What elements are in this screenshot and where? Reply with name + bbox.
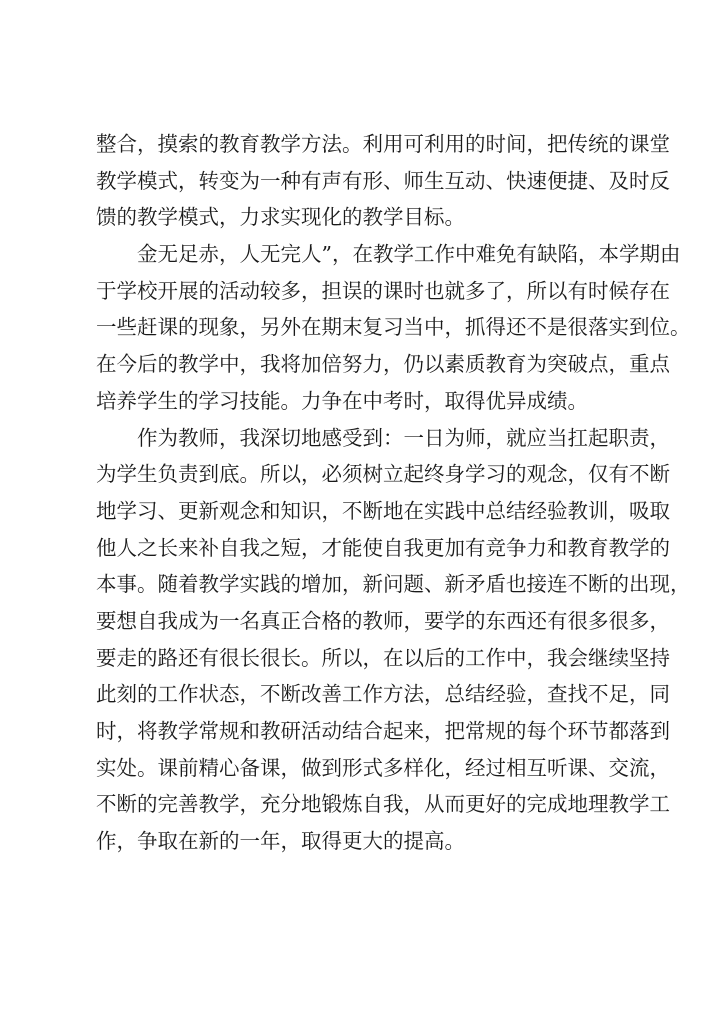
text-line: 于学校开展的活动较多，担误的课时也就多了，所以有时候存在 xyxy=(96,278,670,303)
text-line: 要走的路还有很长很长。所以，在以后的工作中，我会继续坚持 xyxy=(96,645,670,670)
paragraph-2 xyxy=(96,236,691,419)
text-line: 在今后的教学中，我将加倍努力，仍以素质教育为突破点，重点 xyxy=(96,352,670,377)
text-line: 作为教师，我深切地感受到：一日为师，就应当扛起职责， xyxy=(137,425,670,450)
text-line: 培养学生的学习技能。力争在中考时，取得优异成绩。 xyxy=(96,388,588,413)
text-line: 一些赶课的现象，另外在期末复习当中，抓得还不是很落实到位。 xyxy=(96,315,691,340)
text-line: 馈的教学模式，力求实现化的教学目标。 xyxy=(96,205,465,230)
text-line: 要想自我成为一名真正合格的教师，要学的东西还有很多很多， xyxy=(96,608,670,633)
text-line: 作，争取在新的一年，取得更大的提高。 xyxy=(96,829,465,854)
text-line: 本事。随着教学实践的增加，新问题、新矛盾也接连不断的出现， xyxy=(96,572,691,597)
document-body xyxy=(96,126,691,860)
text-line: 地学习、更新观念和知识，不断地在实践中总结经验教训，吸取 xyxy=(96,498,670,523)
text-line: 教学模式，转变为一种有声有形、师生互动、快速便捷、及时反 xyxy=(96,168,670,193)
paragraph-1 xyxy=(96,126,670,236)
text-line: 此刻的工作状态，不断改善工作方法，总结经验，查找不足，同 xyxy=(96,682,670,707)
text-line: 金无足赤，人无完人”，在教学工作中难免有缺陷，本学期由 xyxy=(137,242,681,267)
text-line: 整合，摸索的教育教学方法。利用可利用的时间，把传统的课堂 xyxy=(96,132,670,156)
text-line: 为学生负责到底。所以，必须树立起终身学习的观念，仅有不断 xyxy=(96,462,670,487)
text-line: 他人之长来补自我之短，才能使自我更加有竞争力和教育教学的 xyxy=(96,535,670,560)
text-line: 不断的完善教学，充分地锻炼自我，从而更好的完成地理教学工 xyxy=(96,792,670,817)
paragraph-3 xyxy=(96,420,691,860)
text-line: 时，将教学常规和教研活动结合起来，把常规的每个环节都落到 xyxy=(96,719,670,743)
text-line: 实处。课前精心备课，做到形式多样化，经过相互听课、交流， xyxy=(96,755,670,780)
